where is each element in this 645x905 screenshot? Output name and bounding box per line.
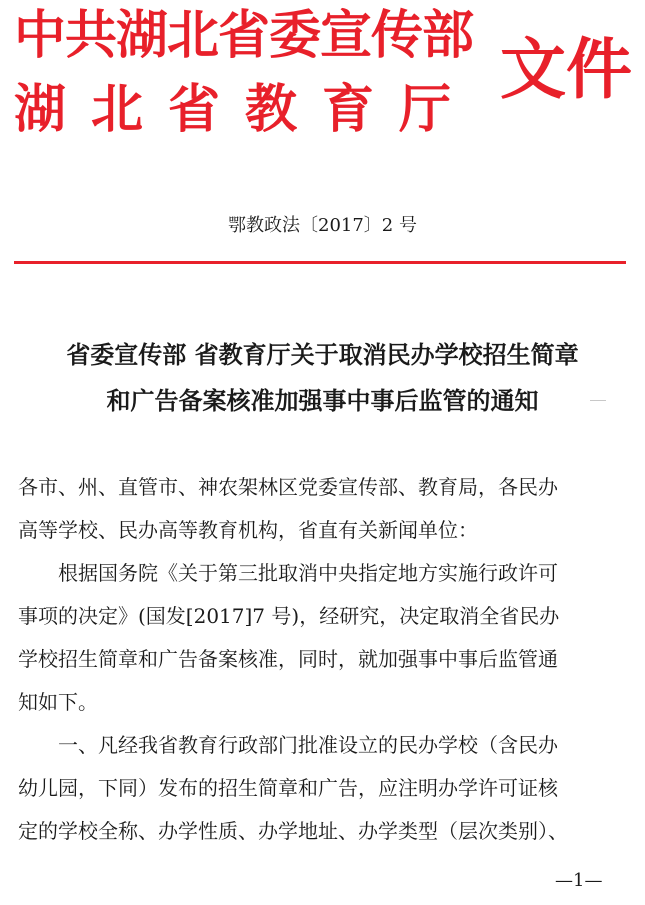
notice-title-line-2: 和广告备案核准加强事中事后监管的通知 [106, 386, 539, 415]
document-number: 鄂教政法〔2017〕2 号 [228, 215, 417, 236]
body-line: 一、凡经我省教育行政部门批准设立的民办学校（含民办 [18, 733, 558, 757]
body-line: 各市、州、直管市、神农架林区党委宣传部、教育局，各民办 [18, 475, 558, 499]
scan-mark [590, 400, 606, 401]
body-line: 学校招生简章和广告备案核准，同时，就加强事中事后监管通 [18, 647, 558, 671]
body-line: 根据国务院《关于第三批取消中央指定地方实施行政许可 [18, 561, 558, 585]
red-divider-line [14, 261, 626, 264]
notice-title-line-1: 省委宣传部 省教育厅关于取消民办学校招生简章 [66, 340, 579, 369]
document-word: 文件 [500, 31, 632, 108]
body-line: 幼儿园，下同）发布的招生简章和广告，应注明办学许可证核 [18, 776, 558, 800]
body-line: 定的学校全称、办学性质、办学地址、办学类型（层次类别）、 [18, 819, 568, 843]
issuer-line-provincial-party-publicity-dept: 中共湖北省委宣传部 [14, 6, 474, 66]
page-number: —1— [555, 870, 603, 891]
body-line: 事项的决定》(国发[2017]7 号)，经研究，决定取消全省民办 [18, 604, 560, 628]
body-line: 高等学校、民办高等教育机构，省直有关新闻单位： [18, 518, 478, 542]
body-line: 知如下。 [18, 690, 98, 714]
issuer-line-provincial-education-dept: 湖北省教育厅 [14, 80, 477, 140]
